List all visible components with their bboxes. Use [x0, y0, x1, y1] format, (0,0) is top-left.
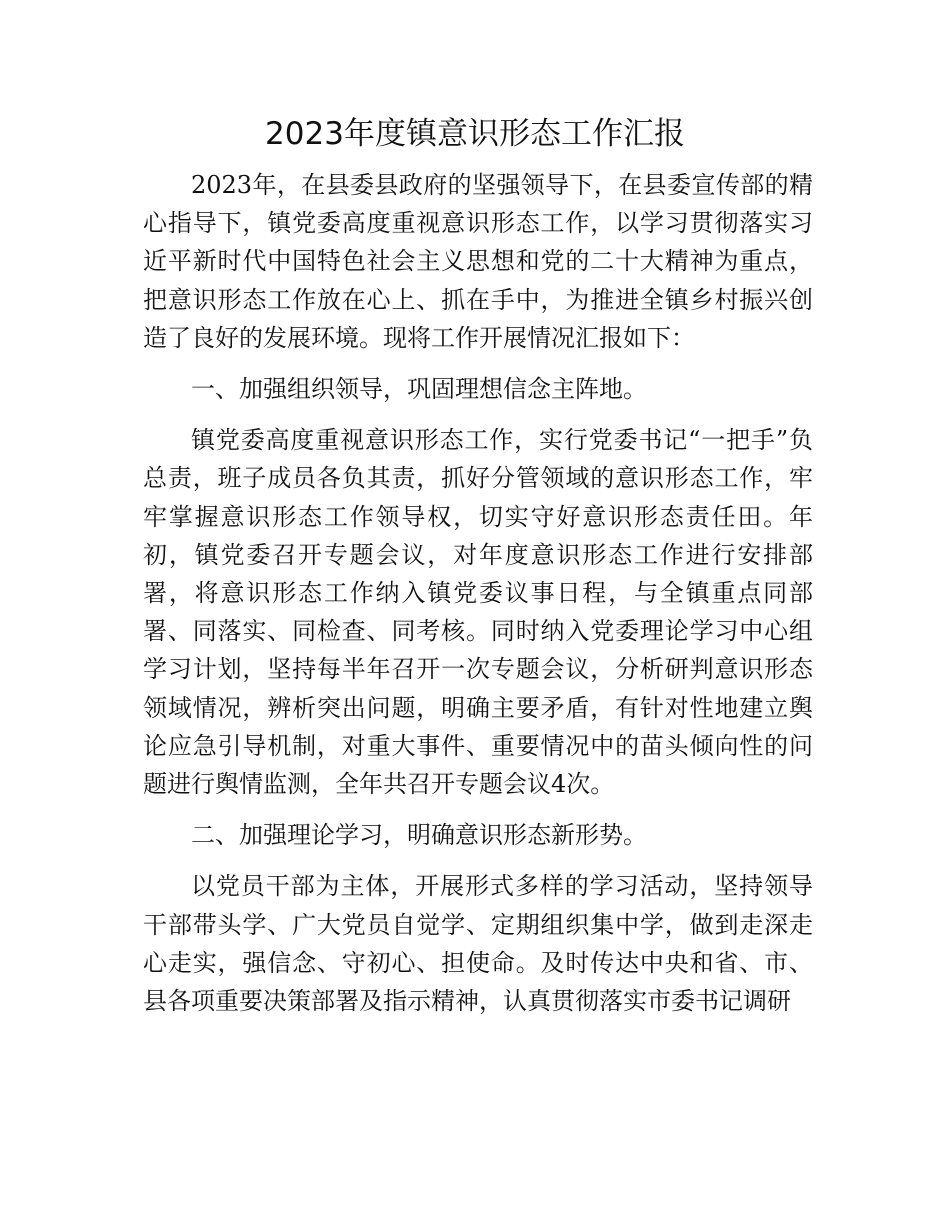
- section-heading-2: 二、加强理论学习，明确意识形态新形势。: [191, 821, 647, 850]
- spacer: [143, 408, 813, 421]
- section-heading-1: 一、加强组织领导，巩固理想信念主阵地。: [191, 375, 647, 404]
- document-body: [143, 166, 813, 1020]
- spacer: [143, 357, 813, 370]
- section-1-paragraph: 镇党委高度重视意识形态工作，实行党委书记“一把手”负总责，班子成员各负其责，抓好分管领域的意识形态工作，牢牢掌握意识形态工作领导权，切实守好意识形态责任田。年初，镇党委召开专题会议，对年度意识形态工作进行安排部署，将意识形态工作纳入镇党委议事日程，与全镇重点同部署、同落实、同检查、同考核。同时纳入党委理论学习中心组学习计划，坚持每半年召开一次专题会议，分析研判意识形态领域情况，辨析突出问题，明确主要矛盾，有针对性地建立舆论应急引导机制，对重大事件、重要情况中的苗头倾向性的问题进行舆情监测，全年共召开专题会议4次。: [143, 426, 813, 799]
- spacer: [143, 803, 813, 816]
- intro-paragraph: 2023年，在县委县政府的坚强领导下，在县委宣传部的精心指导下，镇党委高度重视意识形态工作，以学习贯彻落实习近平新时代中国特色社会主义思想和党的二十大精神为重点，把意识形态工作放在心上、抓在手中，为推进全镇乡村振兴创造了良好的发展环境。现将工作开展情况汇报如下：: [143, 171, 813, 352]
- document-title: 2023年度镇意识形态工作汇报: [265, 116, 685, 152]
- spacer: [143, 854, 813, 867]
- section-2-paragraph: 以党员干部为主体，开展形式多样的学习活动，坚持领导干部带头学、广大党员自觉学、定期组织集中学，做到走深走心走实，强信念、守初心、担使命。及时传达中央和省、市、县各项重要决策部署及指示精神，认真贯彻落实市委书记调研: [143, 872, 813, 1016]
